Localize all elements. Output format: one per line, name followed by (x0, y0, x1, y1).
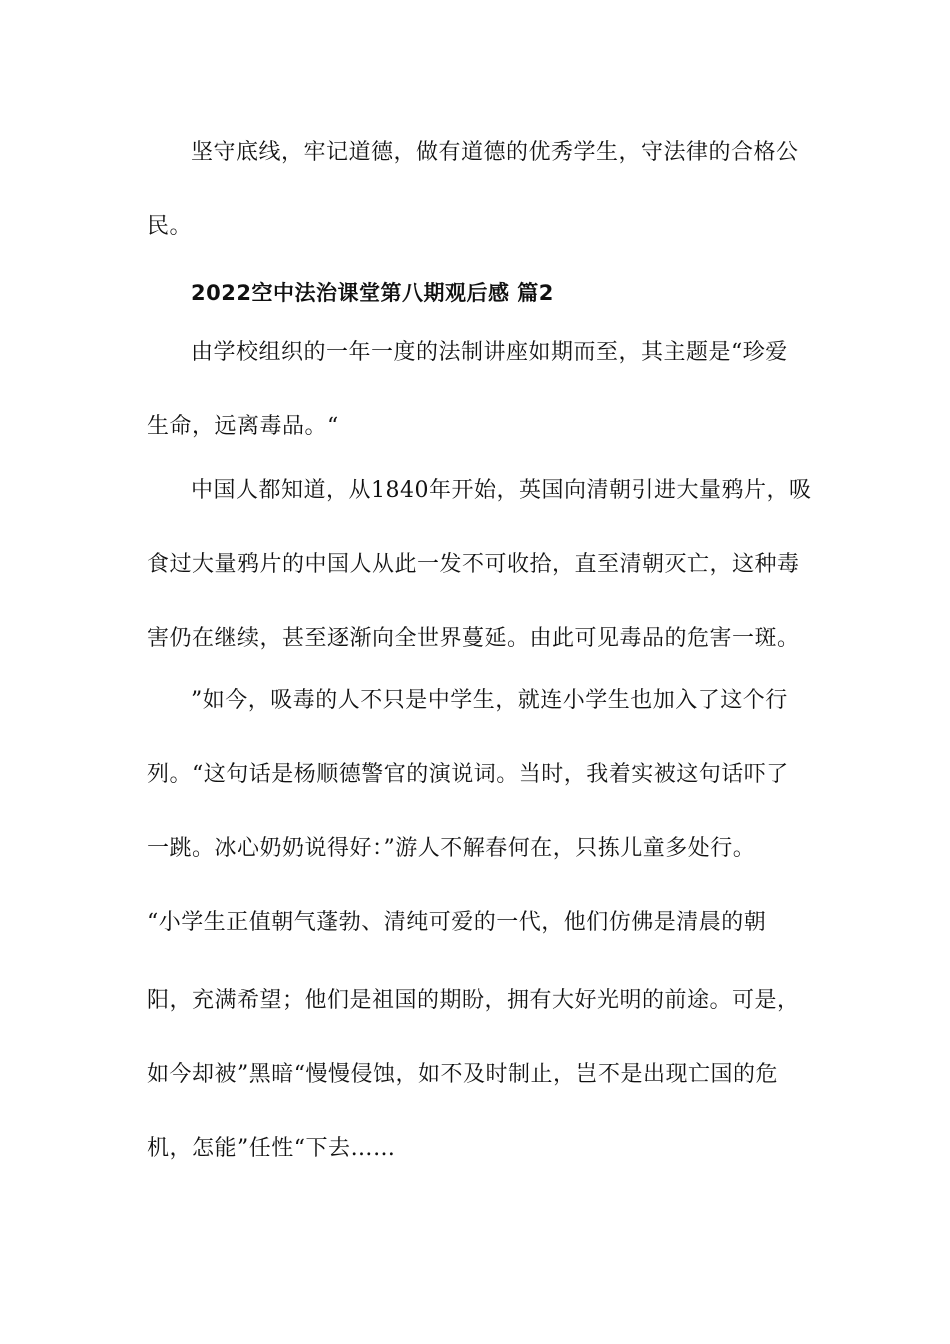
paragraph-line: 食过大量鸦片的中国人从此一发不可收拾，直至清朝灭亡，这种毒 (147, 552, 800, 577)
paragraph-line: 一跳。冰心奶奶说得好：”游人不解春何在，只拣儿童多处行。 (147, 836, 756, 861)
paragraph-line: 如今却被”黑暗“慢慢侵蚀，如不及时制止，岂不是出现亡国的危 (147, 1062, 778, 1087)
paragraph-line: “小学生正值朝气蓬勃、清纯可爱的一代，他们仿佛是清晨的朝 (147, 910, 767, 935)
paragraph-line: 害仍在继续，甚至逐渐向全世界蔓延。由此可见毒品的危害一斑。 (147, 626, 800, 651)
paragraph-line: ”如今，吸毒的人不只是中学生，就连小学生也加入了这个行 (191, 688, 788, 713)
paragraph-line: 坚守底线，牢记道德，做有道德的优秀学生，守法律的合格公 (191, 140, 799, 165)
paragraph-line: 中国人都知道，从1840年开始，英国向清朝引进大量鸦片，吸 (191, 478, 812, 503)
paragraph-line: 由学校组织的一年一度的法制讲座如期而至，其主题是“珍爱 (191, 340, 788, 365)
paragraph-line: 生命，远离毒品。“ (147, 414, 339, 439)
paragraph-line: 民。 (147, 214, 193, 239)
paragraph-line: 机，怎能”任性“下去…… (147, 1136, 396, 1161)
paragraph-line: 阳，充满希望；他们是祖国的期盼，拥有大好光明的前途。可是， (147, 988, 800, 1013)
paragraph-line: 列。“这句话是杨顺德警官的演说词。当时，我着实被这句话吓了 (147, 762, 789, 787)
section-heading: 2022空中法治课堂第八期观后感 篇2 (191, 281, 554, 305)
